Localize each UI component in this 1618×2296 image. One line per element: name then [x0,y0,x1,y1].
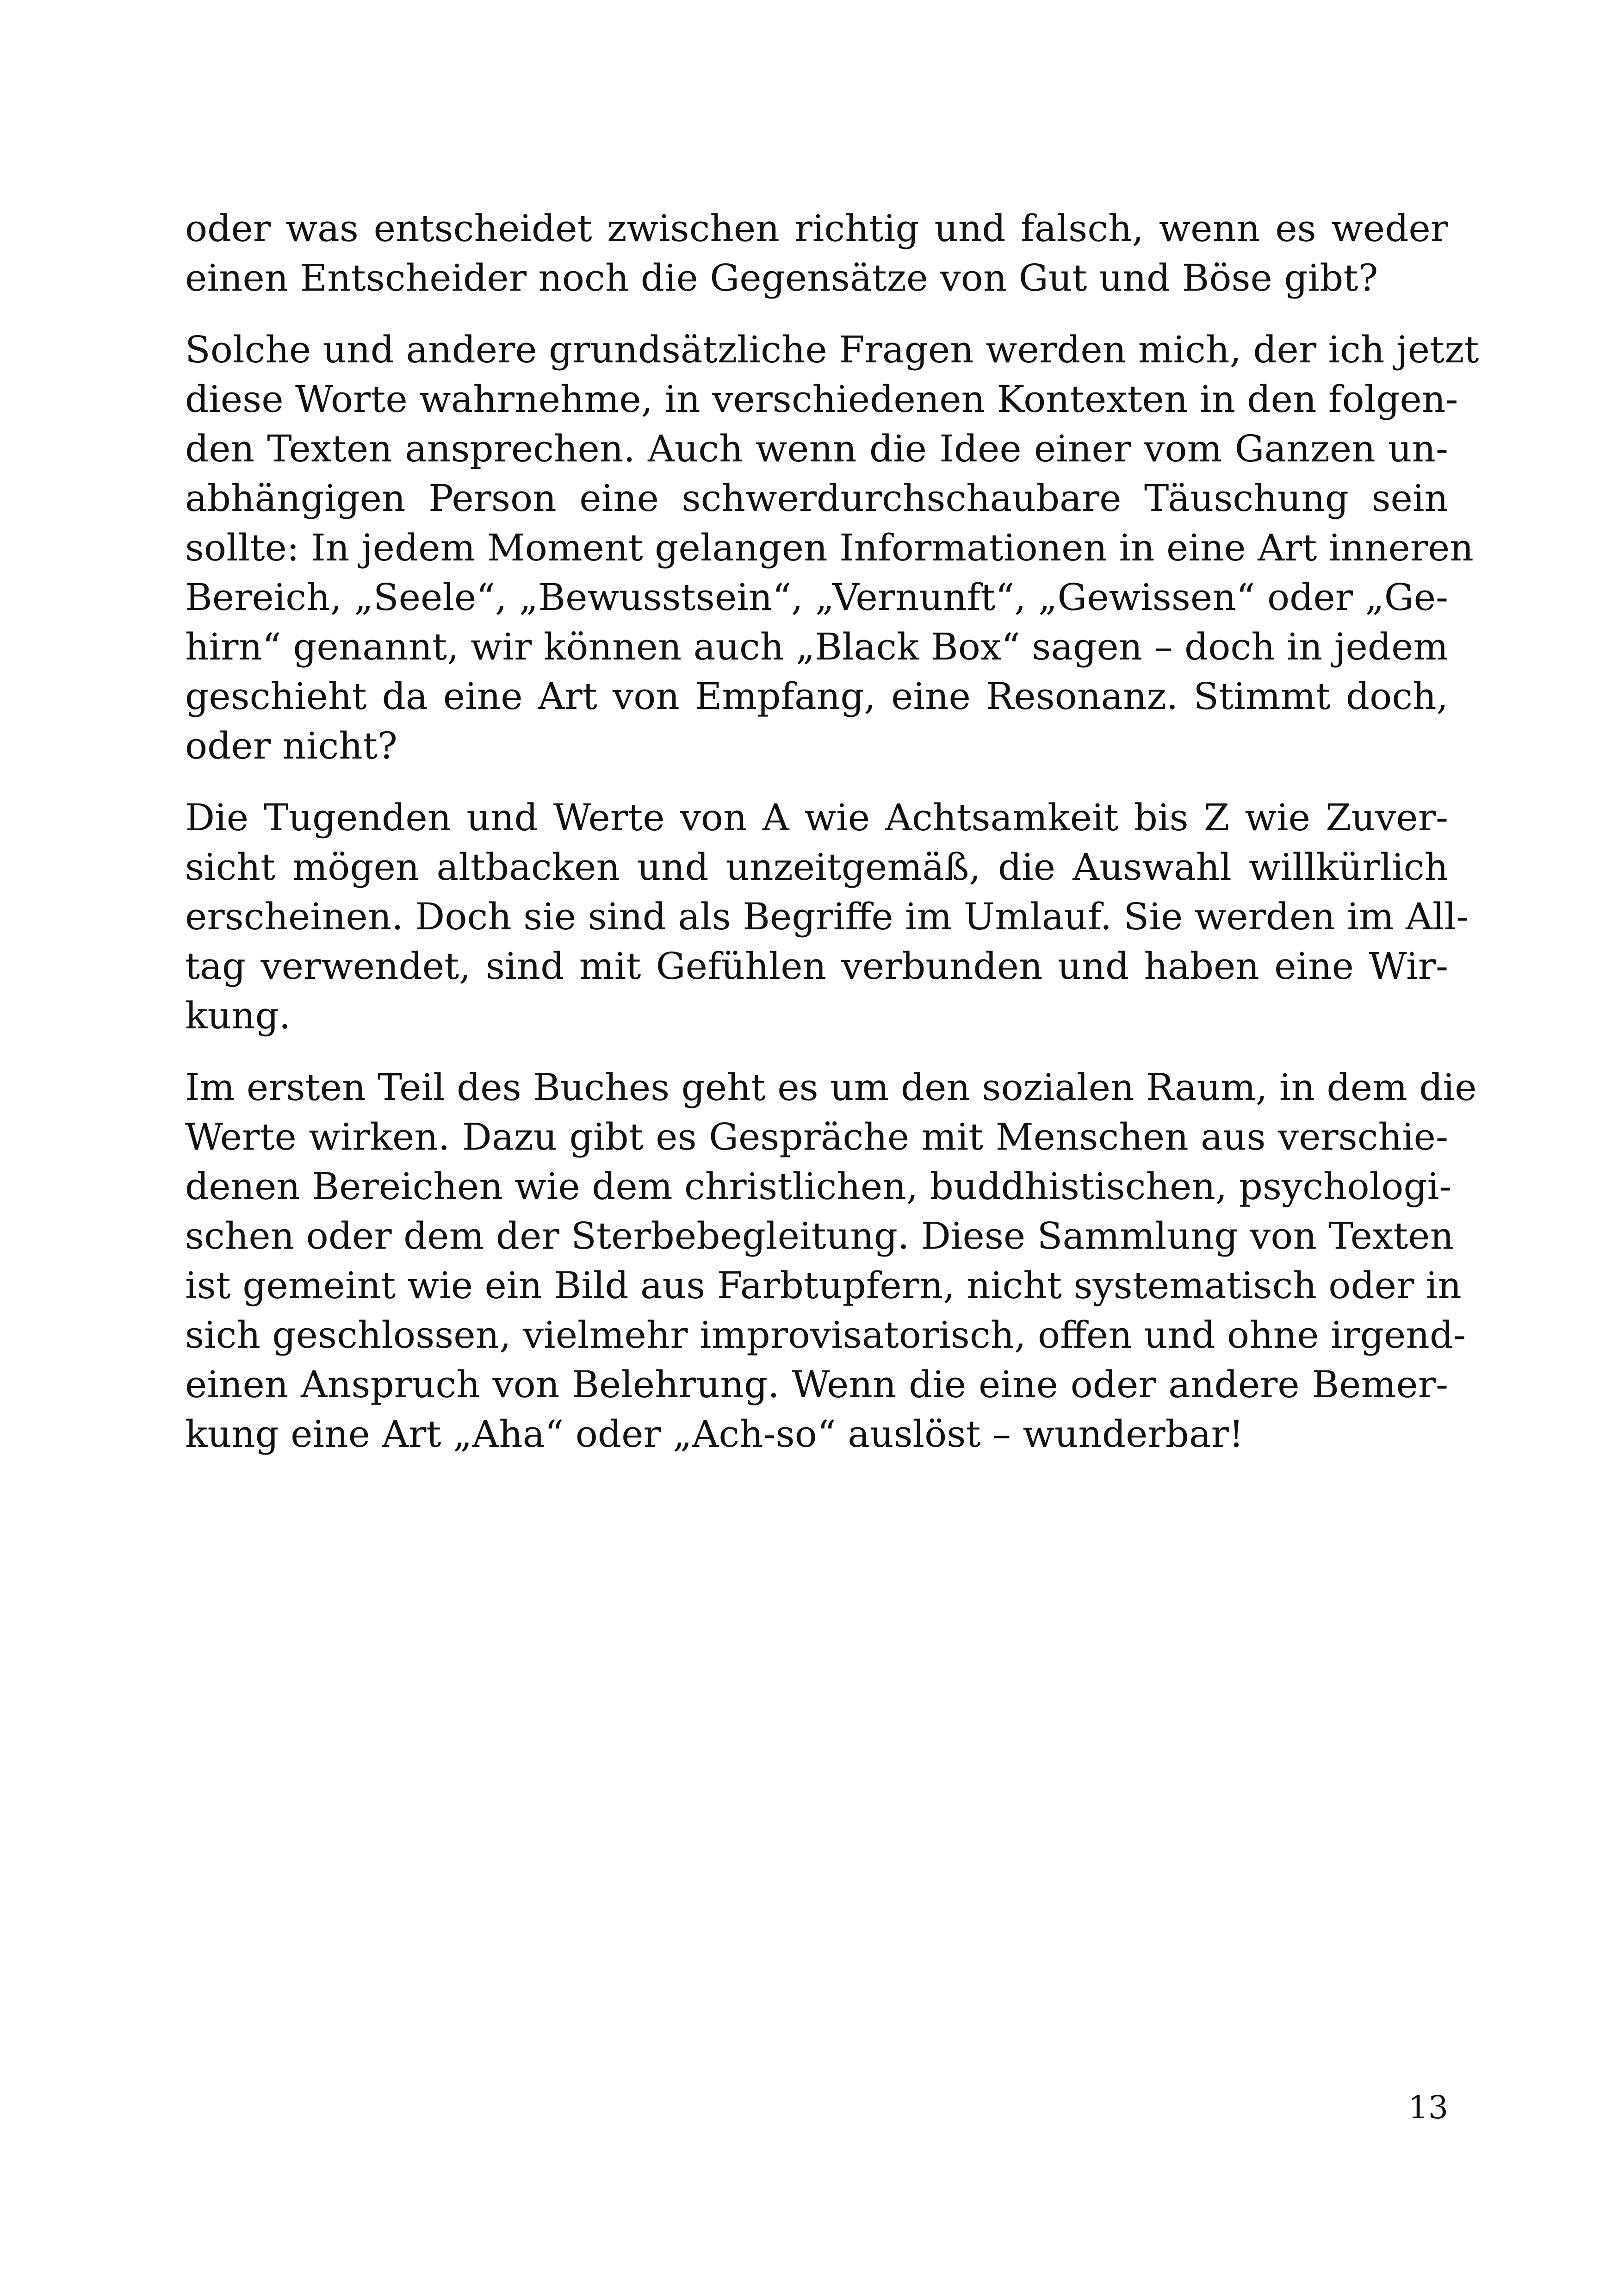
text-line: den Texten ansprechen. Auch wenn die Idee einer vom Ganzen un- [185,427,1448,470]
paragraph-3 [185,793,1469,1040]
text-line: Im ersten Teil des Buches geht es um den sozialen Raum, in dem die [185,1066,1477,1109]
text-line: einen Entscheider noch die Gegensätze von Gut und Böse gibt? [185,256,1378,299]
text-line: Solche und andere grundsätzliche Fragen werden mich, der ich jetzt [185,328,1479,371]
text-line: hirn“ genannt, wir können auch „Black Box“ sagen – doch in jedem [185,625,1449,668]
paragraph-2 [185,325,1479,771]
text-line: ist gemeint wie ein Bild aus Farbtupfern, nicht systematisch oder in [185,1264,1462,1307]
text-line: kung. [185,994,291,1037]
text-line: tag verwendet, sind mit Gefühlen verbunden und haben eine Wir- [185,945,1448,988]
text-line: oder nicht? [185,724,397,767]
text-line: abhängigen Person eine schwerdurchschaubare Täuschung sein [185,477,1448,520]
paragraph-1 [185,204,1448,303]
text-line: sollte: In jedem Moment gelangen Informationen in eine Art inneren [185,526,1474,569]
paragraph-4 [185,1063,1477,1459]
text-line: einen Anspruch von Belehrung. Wenn die eine oder andere Bemer- [185,1363,1448,1406]
body-text [185,204,1479,1481]
text-line: geschieht da eine Art von Empfang, eine Resonanz. Stimmt doch, [185,675,1448,718]
text-line: sich geschlossen, vielmehr improvisatorisch, offen und ohne irgend- [185,1313,1466,1356]
text-line: denen Bereichen wie dem christlichen, buddhistischen, psychologi- [185,1165,1452,1208]
text-line: Die Tugenden und Werte von A wie Achtsamkeit bis Z wie Zuver- [185,796,1448,839]
text-line: oder was entscheidet zwischen richtig und falsch, wenn es weder [185,207,1448,250]
text-line: Werte wirken. Dazu gibt es Gespräche mit Menschen aus verschie- [185,1115,1448,1158]
text-line: schen oder dem der Sterbebegleitung. Diese Sammlung von Texten [185,1214,1454,1257]
text-line: Bereich, „Seele“, „Bewusstsein“, „Vernunft“, „Gewissen“ oder „Ge- [185,576,1448,619]
page-number: 13 [1408,2090,1448,2126]
text-line: diese Worte wahrnehme, in verschiedenen Kontexten in den folgen- [185,378,1458,421]
text-line: kung eine Art „Aha“ oder „Ach-so“ auslöst – wunderbar! [185,1412,1244,1456]
text-line: erscheinen. Doch sie sind als Begriffe im Umlauf. Sie werden im All- [185,895,1469,938]
text-line: sicht mögen altbacken und unzeitgemäß, die Auswahl willkürlich [185,846,1448,889]
